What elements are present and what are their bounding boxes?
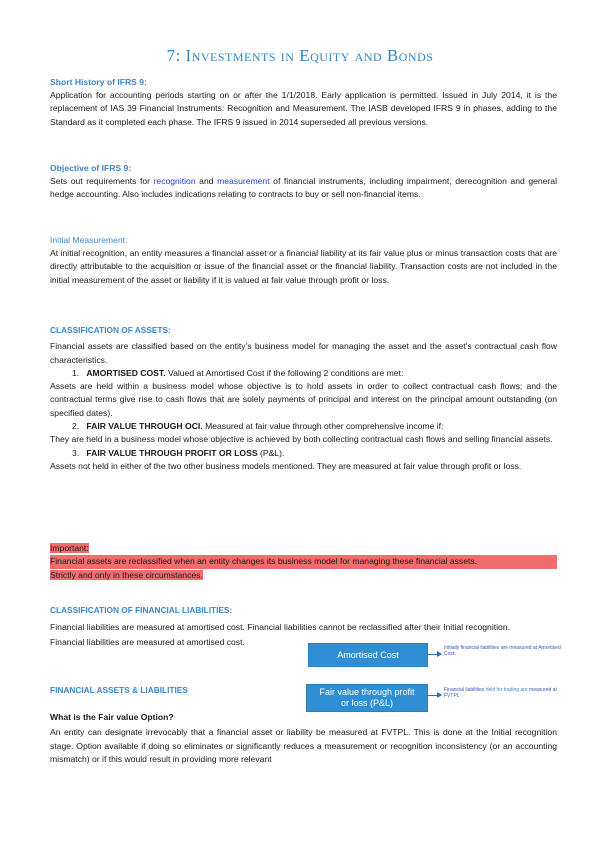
fa-liabilities-heading: FINANCIAL ASSETS & LIABILITIES [50, 685, 188, 695]
liabilities-text-2: Financial liabilities are measured at amortised cost. [50, 636, 245, 647]
amortised-cost-text: Assets are held within a business model whose objective is to hold assets in order to collect contractual cash flows; and the contractual terms give rise to cash flows that are solely payments of principal and interest on the principal amount outstanding (on specified dates). [50, 381, 557, 418]
list-item-fvoci: 2. FAIR VALUE THROUGH OCI. Measured at fair value through other comprehensive income if: [72, 421, 444, 432]
objective-heading: Objective of IFRS 9: [50, 163, 132, 173]
classification-liabilities-heading: CLASSIFICATION OF FINANCIAL LIABILITIES: [50, 605, 233, 615]
arrow-fvtpl [427, 695, 441, 696]
list-item-amortised-cost: 1. AMORTISED COST. Valued at Amortised Cost if the following 2 conditions are met: [72, 367, 404, 378]
list-item-fvtpl: 3. FAIR VALUE THROUGH PROFIT OR LOSS (P&L). [72, 447, 285, 458]
objective-text: Sets out requirements for recognition and measurement of financial instruments, including impairment, derecognition and general hedge accounting. Also includes indications relating to contracts to buy or sell non-financial items. [50, 176, 557, 200]
fvtpl-text: Assets not held in either of the two other business models mentioned. They are measured at fair value through profit or loss. [50, 460, 522, 471]
classification-assets-intro: Financial assets are classified based on the entity's business model for managing the asset and the asset's contractual cash flow characteristics. [50, 341, 557, 365]
history-text: Application for accounting periods starting on or after the 1/1/2018. Early application is permitted. Issued in July 2014, it is the replacement of IAS 39 Financial Instruments: Recognition and Measurement. The IASB developed IFRS 9 in phases, adding to the Standard as it completed each phase. The IFRS 9 issued in 2014 superseded all previous versions. [50, 90, 557, 127]
fvtpl-note: Financial liabilities held for trading are measured at FVTPL [444, 687, 557, 699]
liabilities-text-1: Financial liabilities are measured at amortised cost. Financial liabilities cannot be reclassified after their Initial recognition. [50, 622, 510, 633]
arrow-amortised-cost [427, 654, 441, 655]
amortised-cost-box: Amortised Cost [308, 643, 428, 667]
classification-assets-heading: CLASSIFICATION OF ASSETS: [50, 325, 171, 335]
classification-liabilities-section [50, 604, 557, 649]
history-section [50, 76, 557, 129]
initial-measurement-section [50, 234, 557, 287]
keyword-recognition: recognition [153, 176, 196, 186]
page-title: 7: Investments in Equity and Bonds [166, 46, 434, 65]
initial-text: At initial recognition, an entity measures a financial asset or a financial liability at its fair value plus or minus transaction costs that are directly attributable to the acquisition or issue of the financial asset or the financial liability. Transaction costs are not included in the initial measurement of the asset or liability if it is valued at fair value through profit or loss. [50, 248, 557, 285]
fvo-text: An entity can designate irrevocably that a financial asset or liability be measured at FVTPL. This is done at the Initial recognition stage. Option available if doing so eliminates or significantly reduces a measurement or recognition inconsistency (or an accounting mismatch) or if this would result in providing more relevant [50, 727, 557, 764]
fa-liabilities-section [50, 684, 270, 697]
fair-value-option-section [50, 711, 557, 766]
amortised-cost-note: Initially financial liabilities are measured at Amortised Cost. [444, 645, 561, 657]
fvtpl-box: Fair value through profit or loss (P&L) [306, 684, 428, 712]
important-line-1: Financial assets are reclassified when an entity changes its business model for managing these financial assets. [50, 555, 557, 568]
history-heading: Short History of IFRS 9: [50, 77, 147, 87]
keyword-measurement: measurement [217, 176, 270, 186]
objective-section [50, 162, 557, 202]
important-callout [50, 542, 557, 582]
fvo-heading: What is the Fair value Option? [50, 712, 174, 722]
important-line-2: Strictly and only in these circumstances. [50, 569, 203, 580]
initial-heading: Initial Measurement: [50, 235, 128, 245]
fvoci-text: They are held in a business model whose objective is achieved by both collecting contractual cash flows and selling financial assets. [50, 434, 553, 445]
important-label: Important: [50, 543, 89, 553]
classification-assets-section [50, 324, 557, 473]
